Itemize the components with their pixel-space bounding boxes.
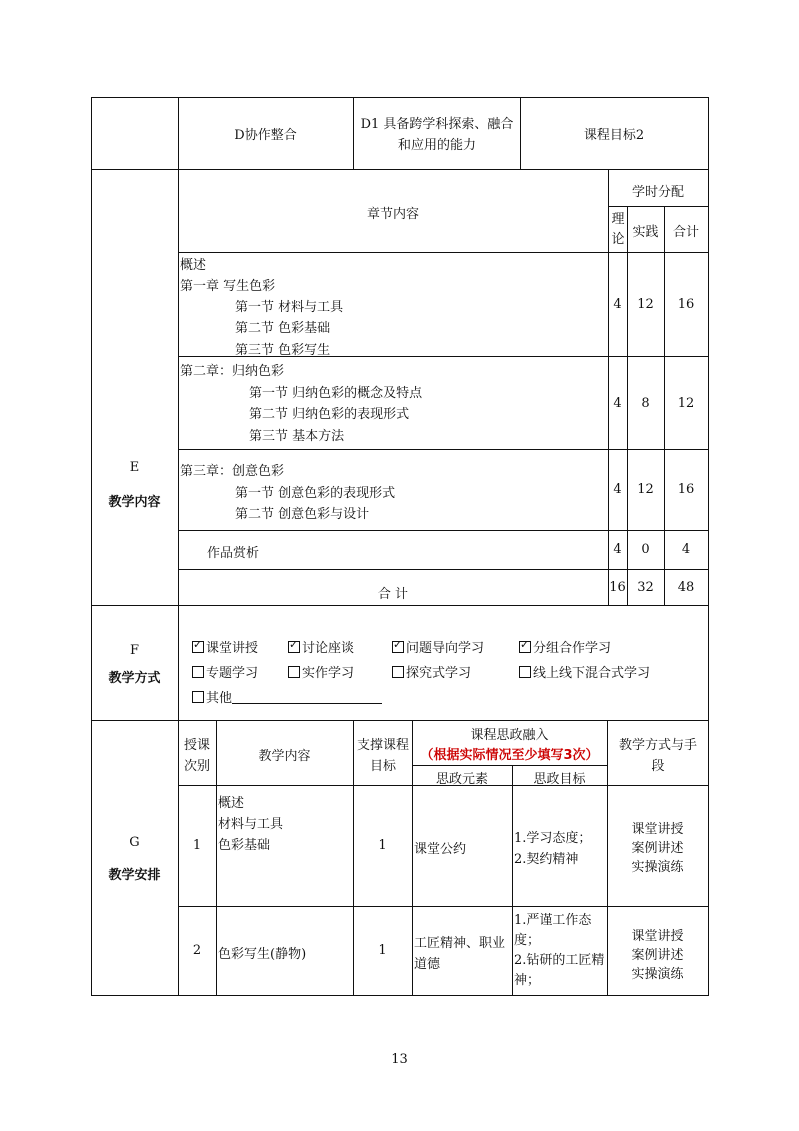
ideology-note: （根据实际情况至少填写3次） — [420, 748, 599, 763]
chapter-line: 第二节 归纳色彩的表现形式 — [249, 407, 410, 422]
chapter-content-header: 章节内容 — [366, 207, 419, 222]
ideology-element: 工匠精神、职业道德 — [414, 936, 506, 972]
content-header: 教学内容 — [258, 749, 311, 764]
ideology-goal-line: 1.学习态度； — [514, 831, 592, 846]
theory-hours: 4 — [613, 297, 622, 312]
ideology-goal-line: 2.钻研的工匠精神； — [514, 953, 605, 988]
collaboration-label: D协作整合 — [234, 128, 297, 143]
chapter-line: 第一节 创意色彩的表现形式 — [235, 486, 396, 501]
total-hours: 16 — [677, 297, 695, 312]
practice-hours: 0 — [641, 542, 650, 557]
section-e-code: E — [129, 460, 140, 475]
chapter-line: 第二节 创意色彩与设计 — [235, 507, 370, 522]
page-number: 13 — [391, 1052, 408, 1067]
section-f-code: F — [129, 643, 140, 658]
theory-hours: 4 — [613, 396, 622, 411]
option-lecture[interactable]: ✓课堂讲授 — [192, 637, 258, 656]
theory-sum: 16 — [609, 580, 626, 595]
chapter-line: 作品赏析 — [207, 546, 260, 561]
total-hours: 16 — [677, 482, 695, 497]
checkbox-icon[interactable] — [192, 691, 204, 703]
chapter-line: 第三节 基本方法 — [249, 429, 345, 444]
option-inquiry[interactable]: 探究式学习 — [392, 662, 471, 681]
content-line: 材料与工具 — [218, 817, 284, 832]
session-header: 授课次别 — [183, 738, 210, 774]
option-practical[interactable]: 实作学习 — [288, 662, 354, 681]
chapter-line: 第三章：创意色彩 — [180, 464, 285, 479]
chapter-line: 第一节 归纳色彩的概念及特点 — [249, 386, 423, 401]
ideology-element: 课堂公约 — [414, 842, 467, 857]
checkbox-icon[interactable] — [519, 641, 531, 653]
method-line: 实操演练 — [631, 967, 684, 982]
method-line: 案例讲述 — [631, 841, 684, 856]
section-g-code: G — [129, 835, 140, 850]
method-line: 课堂讲授 — [631, 822, 684, 837]
practice-hours: 12 — [637, 297, 654, 312]
support-goal-header: 支撑课程目标 — [356, 738, 409, 774]
practice-hours: 12 — [637, 482, 654, 497]
option-other[interactable]: 其他 — [192, 687, 382, 706]
option-topic-study[interactable]: 专题学习 — [192, 662, 258, 681]
course-goal-label: 课程目标2 — [583, 128, 645, 143]
checkbox-icon[interactable] — [288, 641, 300, 653]
content-line: 概述 — [218, 796, 245, 811]
practice-header: 实践 — [632, 225, 659, 240]
checkbox-icon[interactable] — [192, 641, 204, 653]
session-number: 1 — [192, 838, 202, 853]
ideology-header: 课程思政融入 — [470, 728, 549, 743]
total-sum: 48 — [677, 580, 695, 595]
theory-hours: 4 — [613, 542, 622, 557]
checkbox-icon[interactable] — [519, 666, 531, 678]
content-line: 色彩写生(静物) — [218, 947, 307, 962]
session-number: 2 — [192, 943, 202, 958]
chapter-line: 第二章：归纳色彩 — [180, 364, 285, 379]
chapter-line: 概述 — [180, 258, 207, 273]
total-hours: 4 — [681, 542, 691, 557]
chapter-line: 第一节 材料与工具 — [235, 300, 344, 315]
element-header: 思政元素 — [435, 772, 488, 787]
section-e-title: 教学内容 — [108, 495, 161, 510]
content-line: 色彩基础 — [218, 838, 271, 853]
method-line: 实操演练 — [631, 860, 684, 875]
method-line: 课堂讲授 — [631, 929, 684, 944]
method-header: 教学方式与手段 — [618, 738, 697, 774]
support-goal-value: 1 — [378, 838, 387, 853]
practice-sum: 32 — [637, 580, 654, 595]
ability-d1: D1 具备跨学科探索、融合和应用的能力 — [360, 117, 514, 153]
section-g-title: 教学安排 — [108, 868, 161, 883]
option-problem-based[interactable]: ✓ 问题导向学习 — [392, 637, 484, 656]
theory-header: 理论 — [611, 212, 625, 247]
method-line: 案例讲述 — [631, 948, 684, 963]
section-f-title: 教学方式 — [108, 671, 161, 686]
hours-allocation-header: 学时分配 — [631, 185, 684, 200]
checkbox-icon[interactable] — [192, 666, 204, 678]
total-hours: 12 — [677, 396, 695, 411]
chapter-line: 第三节 色彩写生 — [235, 343, 331, 358]
practice-hours: 8 — [641, 396, 650, 411]
theory-hours: 4 — [613, 482, 622, 497]
ideology-goal-line: 2.契约精神 — [514, 852, 579, 867]
chapter-line: 第二节 色彩基础 — [235, 321, 331, 336]
other-blank-field[interactable] — [232, 691, 382, 704]
checkbox-icon[interactable] — [288, 666, 300, 678]
sum-label: 合 计 — [377, 587, 409, 602]
support-goal-value: 1 — [378, 943, 387, 958]
ideology-goal-header: 思政目标 — [533, 772, 586, 787]
total-header: 合计 — [672, 225, 699, 240]
chapter-line: 第一章 写生色彩 — [180, 279, 276, 294]
checkbox-icon[interactable] — [392, 641, 404, 653]
ideology-goal-line: 1.严谨工作态度； — [514, 913, 592, 948]
option-discussion[interactable]: ✓ 讨论座谈 — [288, 637, 354, 656]
option-blended[interactable]: 线上线下混合式学习 — [519, 662, 650, 681]
option-group-work[interactable]: ✓ 分组合作学习 — [519, 637, 611, 656]
checkbox-icon[interactable] — [392, 666, 404, 678]
